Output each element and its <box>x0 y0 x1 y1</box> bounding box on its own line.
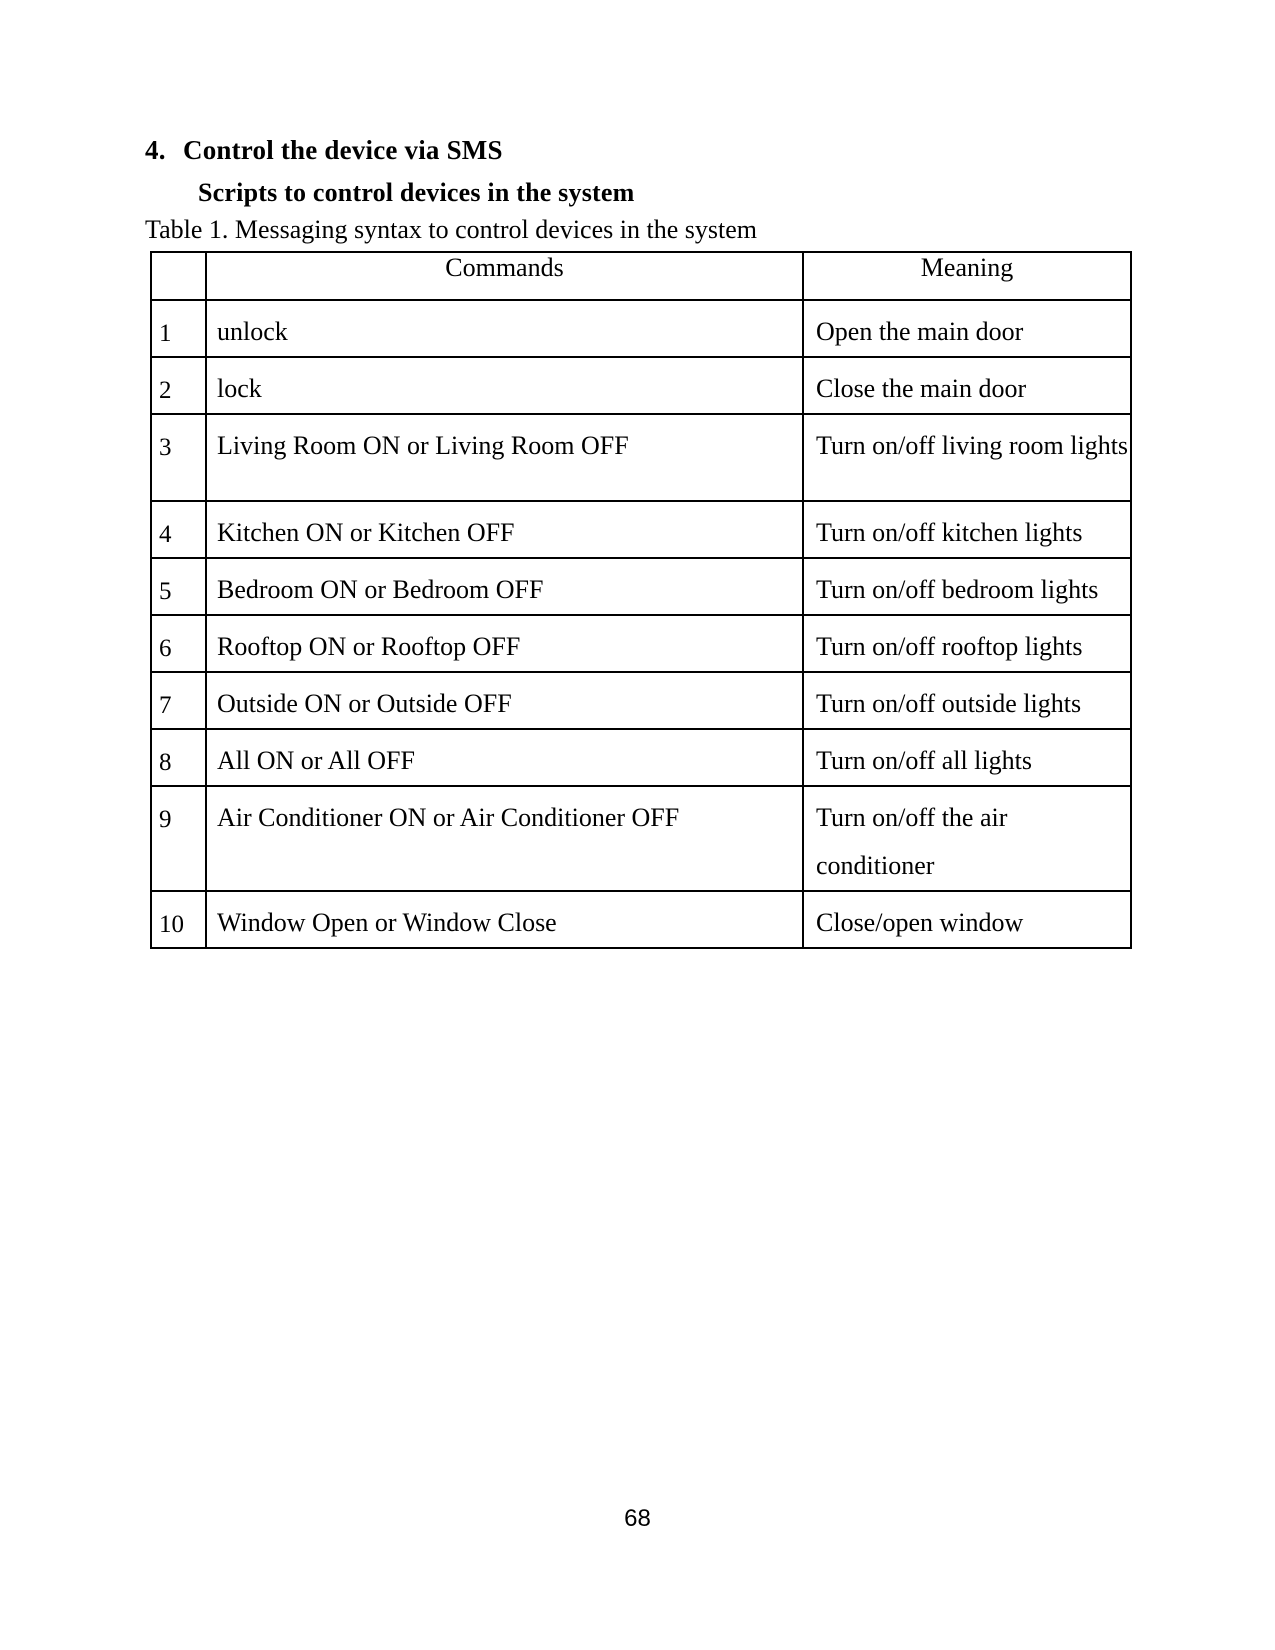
table-cell-meaning: Turn on/off bedroom lights <box>803 558 1131 615</box>
table-cell-meaning: Turn on/off all lights <box>803 729 1131 786</box>
table-cell-meaning: Turn on/off the air conditioner <box>803 786 1131 891</box>
row-index-label: 2 <box>159 377 172 404</box>
table-cell-command: lock <box>206 357 803 414</box>
table-cell-command: unlock <box>206 300 803 357</box>
table-row <box>151 300 1131 357</box>
table-row <box>151 891 1131 948</box>
table-cell-command: Air Conditioner ON or Air Conditioner OFF <box>206 786 803 891</box>
table-caption: Table 1. Messaging syntax to control devices in the system <box>145 215 757 244</box>
table-row <box>151 672 1131 729</box>
table-cell-index <box>151 558 206 615</box>
table-cell-index <box>151 615 206 672</box>
table-cell-command: Outside ON or Outside OFF <box>206 672 803 729</box>
row-index-label: 10 <box>159 911 184 938</box>
table-header-row <box>151 252 1131 300</box>
table-cell-command: Bedroom ON or Bedroom OFF <box>206 558 803 615</box>
table-cell-meaning: Open the main door <box>803 300 1131 357</box>
table-cell-command: Living Room ON or Living Room OFF <box>206 414 803 501</box>
table-cell-index <box>151 501 206 558</box>
table-cell-index <box>151 672 206 729</box>
table-header-index <box>151 252 206 300</box>
table-row <box>151 615 1131 672</box>
table-cell-meaning: Turn on/off outside lights <box>803 672 1131 729</box>
row-index-label: 7 <box>159 692 172 719</box>
row-index-label: 8 <box>159 749 172 776</box>
table-row <box>151 786 1131 891</box>
table-row <box>151 501 1131 558</box>
row-index-label: 3 <box>159 434 172 461</box>
row-index-label: 4 <box>159 521 172 548</box>
table-cell-meaning: Turn on/off living room lights <box>803 414 1131 501</box>
table-row <box>151 558 1131 615</box>
row-index-label: 5 <box>159 578 172 605</box>
table-cell-index <box>151 414 206 501</box>
table-cell-index <box>151 729 206 786</box>
table-cell-index <box>151 891 206 948</box>
table-cell-meaning: Close the main door <box>803 357 1131 414</box>
commands-table <box>150 251 1132 949</box>
table-cell-meaning: Turn on/off rooftop lights <box>803 615 1131 672</box>
table-cell-command: Rooftop ON or Rooftop OFF <box>206 615 803 672</box>
table-cell-command: All ON or All OFF <box>206 729 803 786</box>
table-cell-index <box>151 300 206 357</box>
table-row <box>151 729 1131 786</box>
row-index-label: 1 <box>159 320 172 347</box>
row-index-label: 6 <box>159 635 172 662</box>
table-row <box>151 414 1131 501</box>
table-row <box>151 357 1131 414</box>
table-cell-command: Kitchen ON or Kitchen OFF <box>206 501 803 558</box>
page-number: 68 <box>624 1505 651 1532</box>
table-cell-meaning: Turn on/off kitchen lights <box>803 501 1131 558</box>
section-subheading: Scripts to control devices in the system <box>198 178 635 207</box>
table-cell-index <box>151 786 206 891</box>
table-header-meaning: Meaning <box>803 252 1131 300</box>
section-heading <box>145 135 503 166</box>
table-cell-command: Window Open or Window Close <box>206 891 803 948</box>
section-heading-number: 4. <box>145 135 166 165</box>
table-header-commands: Commands <box>206 252 803 300</box>
row-index-label: 9 <box>159 806 172 833</box>
section-heading-text: Control the device via SMS <box>183 135 503 165</box>
table-cell-meaning: Close/open window <box>803 891 1131 948</box>
table-cell-index <box>151 357 206 414</box>
